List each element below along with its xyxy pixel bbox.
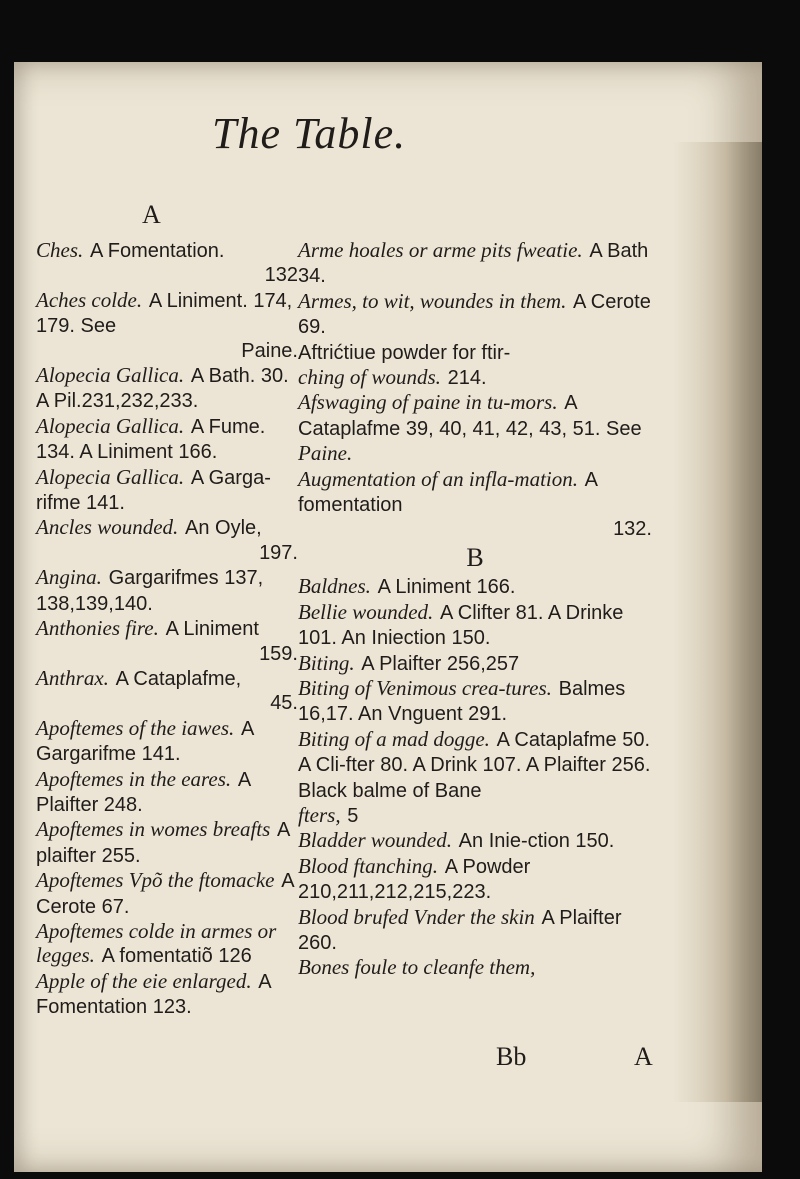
section-letter-a: A [142,200,161,229]
entry-text: A fomentatiõ 126 [101,945,252,968]
index-entry [298,600,652,651]
entry-text: A Cataplafme 39, 40, 41, 42, 43, 51. See [298,392,642,440]
entry-term: Alopecia Gallica. [36,413,185,438]
entry-text: A Liniment. 174, 179. See [36,289,293,338]
entry-text: 214. [447,367,487,390]
entry-term: Apoftemes of the iawes. [36,715,235,740]
entry-text: Black balme of Bane [298,779,482,802]
entry-text: 5 [347,804,359,827]
entry-term: Blood brufed Vnder the skin [298,904,535,929]
entry-term: Apple of the eie enlarged. [36,968,252,993]
index-entry [36,616,298,666]
signature-mark: Bb [496,1042,527,1071]
entry-term: Bladder wounded. [298,828,452,853]
entry-text: A Bath 34. [298,240,649,288]
entry-term: Bellie wounded. [298,599,434,624]
index-entry [298,365,652,390]
entry-text: Gargarifmes 137, 138,139,140. [36,567,264,615]
entry-page-ref: 159. [259,642,298,665]
entry-page-ref: 197. [259,541,298,564]
index-entry [36,363,298,414]
entry-term: Blood ftanching. [298,853,438,878]
index-entry [298,803,652,828]
index-entry [298,574,652,599]
entry-text: A plaifter 255. [36,819,290,867]
index-entry [298,340,652,365]
index-entry [36,868,298,919]
entry-text: A Powder 210,211,212,215,223. [298,855,531,904]
entry-text: A Cataplafme, [115,667,242,690]
index-entry [298,828,652,853]
index-entry [298,854,652,905]
entry-term: Baldnes. [298,574,371,599]
entry-text: A Garga-rifme 141. [36,466,271,515]
index-entry [298,955,652,980]
entry-text: A Bath. 30. A Pil.231,232,233. [36,365,289,413]
entry-term: Biting of a mad dogge. [298,726,490,751]
index-entry [298,441,652,466]
index-entry [36,817,298,868]
index-entry [36,414,298,465]
entry-term: Augmentation of an infla-mation. [298,466,578,491]
entry-term: Alopecia Gallica. [36,464,185,489]
entry-text: A Cerote 67. [36,870,294,918]
index-entry [298,467,652,542]
entry-text: A Fume. 134. A Liniment 166. [36,415,266,464]
entry-text: A Cerote 69. [298,290,651,339]
entry-term: Armes, to wit, woundes in them. [298,288,567,313]
entry-text: A fomentation [298,468,597,517]
index-entry [36,969,298,1020]
entry-page-ref: Paine. [241,339,298,362]
entry-term: Ancles wounded. [36,515,179,540]
entry-term: Apoftemes Vpõ the ftomacke [36,868,275,893]
entry-term: Angina. [36,565,102,590]
index-entry [298,676,652,727]
entry-text: A Cataplafme 50. A Cli-fter 80. A Drink 107. A Plaifter 256. [298,728,651,777]
entry-text: A Liniment 166. [377,576,516,599]
entry-term: Alopecia Gallica. [36,363,185,388]
entry-text: A Gargarifme 141. [36,717,254,766]
entry-term: Paine. [298,441,353,466]
index-entry [298,778,652,803]
entry-term: Biting. [298,650,355,675]
entry-term: Arme hoales or arme pits fweatie. [298,238,583,262]
entry-text: An Oyle, [185,517,262,540]
index-entry [36,238,298,288]
index-entry [36,288,298,363]
entry-term: Anthonies fire. [36,616,159,641]
entry-term: Anthrax. [36,665,109,690]
index-entry [298,727,652,778]
index-entry [36,666,298,716]
entry-text: A Liniment [165,618,259,641]
index-entry [298,289,652,340]
page-edge-shadow [672,142,762,1102]
catchword: A [634,1042,653,1071]
index-entry [298,238,652,289]
index-entry [298,905,652,956]
entry-page-ref: 45. [270,692,298,715]
entry-term: Apoftemes in womes breafts [36,817,271,842]
entry-page-ref: 132 [264,264,298,287]
index-entry [36,716,298,767]
section-letter-b: B [466,542,484,572]
index-entry [36,919,298,969]
entry-term: Biting of Venimous crea-tures. [298,675,552,700]
entry-term: Apoftemes colde in armes or legges. [36,918,277,968]
entry-text: A Plaifter 248. [36,768,251,816]
entry-page-ref: 132. [613,518,652,541]
entry-text: Aftrićtiue powder for ftir- [298,341,511,364]
left-column [36,238,298,1020]
index-entry [36,465,298,516]
index-entry [36,515,298,565]
entry-text: A Clifter 81. A Drinke 101. An Iniection 150. [298,601,624,650]
entry-text: A Fomentation. [89,240,225,262]
index-entry [298,651,652,676]
index-entry [298,390,652,441]
entry-text: A Plaifter 256,257 [361,652,520,675]
entry-text: An Inie-ction 150. [458,830,615,853]
entry-term: ching of wounds. [298,365,441,390]
entry-term: Ches. [36,238,84,262]
entry-term: Apoftemes in the eares. [36,766,232,791]
entry-text: A Plaifter 260. [298,906,622,954]
index-entry [36,565,298,616]
entry-term: Afswaging of paine in tu-mors. [298,390,558,415]
entry-term: Bones foule to cleanfe them, [298,955,536,980]
entry-term: Aches colde. [36,287,143,312]
right-column [298,238,652,981]
entry-term: fters, [298,802,341,827]
index-entry [36,767,298,818]
page-header: The Table. [212,109,407,158]
entry-text: A Fomentation 123. [36,970,271,1019]
entry-text: Balmes 16,17. An Vnguent 291. [298,677,626,726]
